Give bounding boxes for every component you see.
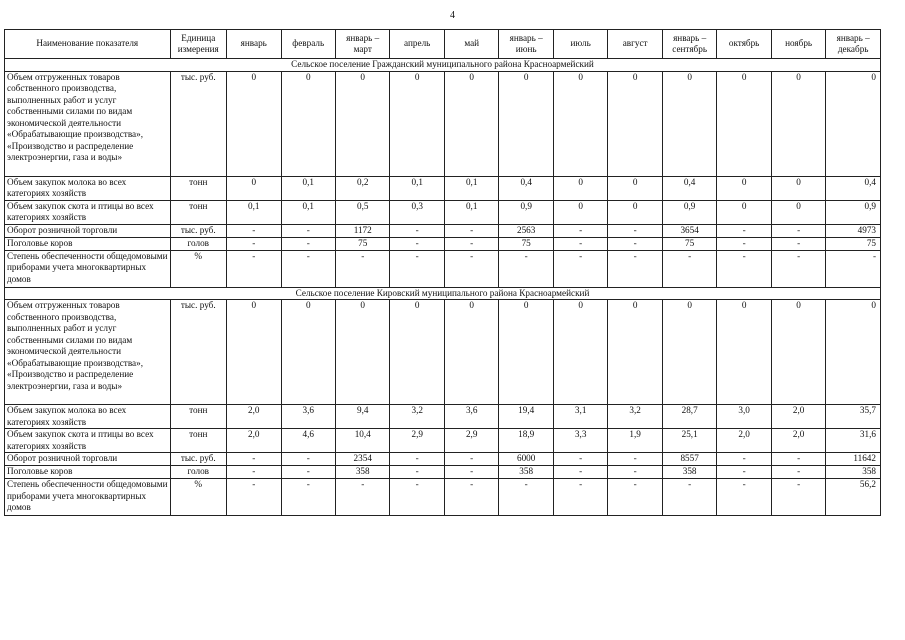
- value-cell: 56,2: [826, 479, 881, 516]
- value-cell: -: [771, 250, 825, 287]
- value-cell: -: [227, 237, 281, 250]
- value-cell: -: [281, 250, 335, 287]
- value-cell: 0: [771, 200, 825, 224]
- value-cell: -: [771, 237, 825, 250]
- value-cell: 18,9: [499, 429, 553, 453]
- value-cell: 0,1: [444, 200, 498, 224]
- value-cell: -: [608, 466, 662, 479]
- value-cell: -: [444, 479, 498, 516]
- value-cell: -: [662, 250, 716, 287]
- value-cell: 2354: [335, 453, 389, 466]
- value-cell: -: [227, 224, 281, 237]
- unit-cell: голов: [170, 466, 227, 479]
- header-month: январь – июнь: [499, 30, 553, 59]
- value-cell: 4,6: [281, 429, 335, 453]
- value-cell: -: [281, 453, 335, 466]
- unit-cell: тонн: [170, 405, 227, 429]
- table-row: [5, 176, 881, 200]
- value-cell: -: [717, 453, 771, 466]
- value-cell: -: [717, 466, 771, 479]
- value-cell: 31,6: [826, 429, 881, 453]
- header-unit: Единица измерения: [170, 30, 227, 59]
- value-cell: 0: [553, 71, 607, 176]
- value-cell: 0: [608, 176, 662, 200]
- value-cell: 0: [553, 176, 607, 200]
- value-cell: 1,9: [608, 429, 662, 453]
- value-cell: 0: [717, 200, 771, 224]
- value-cell: 0: [826, 300, 881, 405]
- indicator-name: Степень обеспеченности общедомовыми приборами учета многоквартирных домов: [5, 250, 171, 287]
- value-cell: -: [390, 237, 444, 250]
- value-cell: 9,4: [335, 405, 389, 429]
- unit-cell: голов: [170, 237, 227, 250]
- value-cell: 0: [281, 71, 335, 176]
- value-cell: -: [553, 224, 607, 237]
- value-cell: 0: [771, 71, 825, 176]
- value-cell: 0: [771, 300, 825, 405]
- value-cell: 0: [335, 71, 389, 176]
- header-month: январь – декабрь: [826, 30, 881, 59]
- value-cell: -: [390, 466, 444, 479]
- value-cell: -: [227, 466, 281, 479]
- value-cell: 75: [335, 237, 389, 250]
- indicator-name: Объем закупок скота и птицы во всех категориях хозяйств: [5, 429, 171, 453]
- section-title: Сельское поселение Гражданский муниципального района Красноармейский: [5, 59, 881, 72]
- indicators-table: [4, 29, 881, 516]
- indicator-name: Поголовье коров: [5, 466, 171, 479]
- value-cell: 2,0: [227, 405, 281, 429]
- value-cell: -: [717, 224, 771, 237]
- value-cell: 0: [662, 71, 716, 176]
- value-cell: 0: [717, 71, 771, 176]
- value-cell: -: [662, 479, 716, 516]
- value-cell: 358: [826, 466, 881, 479]
- indicator-name: Объем отгруженных товаров собственного производства, выполненных работ и услуг собственными силами по видам экономической деятельности «Обрабатывающие производства», «Производство и распределение электроэнергии, газа и воды»: [5, 300, 171, 405]
- value-cell: 8557: [662, 453, 716, 466]
- value-cell: 3,1: [553, 405, 607, 429]
- value-cell: -: [281, 479, 335, 516]
- unit-cell: %: [170, 250, 227, 287]
- value-cell: -: [499, 250, 553, 287]
- value-cell: -: [771, 453, 825, 466]
- value-cell: -: [608, 453, 662, 466]
- indicator-name: Объем закупок молока во всех категориях хозяйств: [5, 176, 171, 200]
- value-cell: -: [335, 479, 389, 516]
- value-cell: -: [281, 237, 335, 250]
- value-cell: 19,4: [499, 405, 553, 429]
- value-cell: 25,1: [662, 429, 716, 453]
- table-body: [5, 59, 881, 516]
- value-cell: -: [444, 224, 498, 237]
- indicator-name: Степень обеспеченности общедомовыми приборами учета многоквартирных домов: [5, 479, 171, 516]
- table-row: [5, 405, 881, 429]
- value-cell: -: [608, 237, 662, 250]
- value-cell: 75: [826, 237, 881, 250]
- value-cell: 0,1: [390, 176, 444, 200]
- value-cell: 11642: [826, 453, 881, 466]
- indicator-name: Объем отгруженных товаров собственного производства, выполненных работ и услуг собственными силами по видам экономической деятельности «Обрабатывающие производства», «Производство и распределение электроэнергии, газа и воды»: [5, 71, 171, 176]
- value-cell: 0,1: [444, 176, 498, 200]
- header-row: [5, 30, 881, 59]
- value-cell: 2,0: [717, 429, 771, 453]
- value-cell: -: [499, 479, 553, 516]
- header-month: октябрь: [717, 30, 771, 59]
- header-month: ноябрь: [771, 30, 825, 59]
- value-cell: -: [771, 479, 825, 516]
- value-cell: 3,6: [444, 405, 498, 429]
- unit-cell: тыс. руб.: [170, 453, 227, 466]
- value-cell: 3,3: [553, 429, 607, 453]
- value-cell: 2,9: [390, 429, 444, 453]
- value-cell: 0,5: [335, 200, 389, 224]
- value-cell: 0: [717, 300, 771, 405]
- value-cell: 358: [662, 466, 716, 479]
- header-month: февраль: [281, 30, 335, 59]
- section-header-row: [5, 59, 881, 72]
- value-cell: 0,1: [227, 200, 281, 224]
- value-cell: 0,9: [499, 200, 553, 224]
- value-cell: 0: [826, 71, 881, 176]
- indicator-name: Оборот розничной торговли: [5, 453, 171, 466]
- header-name: Наименование показателя: [5, 30, 171, 59]
- value-cell: -: [608, 250, 662, 287]
- value-cell: 0: [444, 300, 498, 405]
- value-cell: 0,4: [499, 176, 553, 200]
- table-row: [5, 71, 881, 176]
- indicator-name: Объем закупок молока во всех категориях хозяйств: [5, 405, 171, 429]
- value-cell: 2563: [499, 224, 553, 237]
- value-cell: -: [553, 250, 607, 287]
- value-cell: 0: [553, 300, 607, 405]
- value-cell: 0: [608, 300, 662, 405]
- value-cell: 0: [608, 200, 662, 224]
- value-cell: -: [771, 224, 825, 237]
- value-cell: 0,4: [826, 176, 881, 200]
- value-cell: -: [826, 250, 881, 287]
- value-cell: 3,6: [281, 405, 335, 429]
- value-cell: 0: [390, 300, 444, 405]
- value-cell: -: [553, 453, 607, 466]
- value-cell: 0: [717, 176, 771, 200]
- value-cell: 0: [771, 176, 825, 200]
- value-cell: -: [281, 466, 335, 479]
- header-month: июль: [553, 30, 607, 59]
- indicator-name: Поголовье коров: [5, 237, 171, 250]
- value-cell: -: [444, 466, 498, 479]
- header-month: август: [608, 30, 662, 59]
- unit-cell: тонн: [170, 429, 227, 453]
- value-cell: -: [717, 250, 771, 287]
- table-row: [5, 453, 881, 466]
- value-cell: -: [227, 250, 281, 287]
- value-cell: 0,4: [662, 176, 716, 200]
- value-cell: 0,3: [390, 200, 444, 224]
- value-cell: -: [553, 237, 607, 250]
- table-row: [5, 237, 881, 250]
- value-cell: 0: [553, 200, 607, 224]
- value-cell: 75: [499, 237, 553, 250]
- header-month: апрель: [390, 30, 444, 59]
- table-row: [5, 250, 881, 287]
- value-cell: 358: [499, 466, 553, 479]
- value-cell: 0: [390, 71, 444, 176]
- value-cell: 28,7: [662, 405, 716, 429]
- table-row: [5, 479, 881, 516]
- value-cell: 0,2: [335, 176, 389, 200]
- value-cell: -: [553, 479, 607, 516]
- value-cell: 35,7: [826, 405, 881, 429]
- value-cell: 3,0: [717, 405, 771, 429]
- value-cell: -: [390, 250, 444, 287]
- value-cell: 0: [499, 300, 553, 405]
- value-cell: -: [390, 479, 444, 516]
- value-cell: 0: [281, 300, 335, 405]
- value-cell: -: [281, 224, 335, 237]
- value-cell: 0: [227, 300, 281, 405]
- value-cell: 10,4: [335, 429, 389, 453]
- value-cell: 0: [335, 300, 389, 405]
- value-cell: 0: [608, 71, 662, 176]
- value-cell: 3,2: [608, 405, 662, 429]
- table-row: [5, 466, 881, 479]
- indicator-name: Оборот розничной торговли: [5, 224, 171, 237]
- value-cell: -: [444, 237, 498, 250]
- value-cell: -: [227, 479, 281, 516]
- value-cell: -: [390, 224, 444, 237]
- value-cell: 3,2: [390, 405, 444, 429]
- unit-cell: %: [170, 479, 227, 516]
- header-month: январь – сентябрь: [662, 30, 716, 59]
- value-cell: -: [553, 466, 607, 479]
- value-cell: 0: [227, 176, 281, 200]
- value-cell: 6000: [499, 453, 553, 466]
- value-cell: -: [444, 250, 498, 287]
- page-number: 4: [450, 10, 455, 21]
- unit-cell: тыс. руб.: [170, 300, 227, 405]
- value-cell: -: [608, 479, 662, 516]
- value-cell: -: [771, 466, 825, 479]
- value-cell: 0: [662, 300, 716, 405]
- table-row: [5, 200, 881, 224]
- value-cell: -: [227, 453, 281, 466]
- value-cell: -: [444, 453, 498, 466]
- header-month: январь – март: [335, 30, 389, 59]
- value-cell: -: [335, 250, 389, 287]
- unit-cell: тонн: [170, 176, 227, 200]
- section-title: Сельское поселение Кировский муниципального района Красноармейский: [5, 287, 881, 300]
- value-cell: 0: [227, 71, 281, 176]
- value-cell: 3654: [662, 224, 716, 237]
- value-cell: 2,0: [771, 429, 825, 453]
- value-cell: 0: [444, 71, 498, 176]
- value-cell: 4973: [826, 224, 881, 237]
- section-header-row: [5, 287, 881, 300]
- value-cell: 2,0: [227, 429, 281, 453]
- indicator-name: Объем закупок скота и птицы во всех категориях хозяйств: [5, 200, 171, 224]
- value-cell: 2,9: [444, 429, 498, 453]
- value-cell: 2,0: [771, 405, 825, 429]
- value-cell: 0,9: [662, 200, 716, 224]
- header-month: январь: [227, 30, 281, 59]
- table-row: [5, 224, 881, 237]
- unit-cell: тонн: [170, 200, 227, 224]
- value-cell: 0,1: [281, 176, 335, 200]
- table-row: [5, 300, 881, 405]
- value-cell: -: [717, 237, 771, 250]
- value-cell: 0,9: [826, 200, 881, 224]
- value-cell: -: [717, 479, 771, 516]
- unit-cell: тыс. руб.: [170, 71, 227, 176]
- value-cell: -: [390, 453, 444, 466]
- value-cell: 0,1: [281, 200, 335, 224]
- value-cell: 1172: [335, 224, 389, 237]
- unit-cell: тыс. руб.: [170, 224, 227, 237]
- value-cell: 75: [662, 237, 716, 250]
- value-cell: -: [608, 224, 662, 237]
- value-cell: 0: [499, 71, 553, 176]
- value-cell: 358: [335, 466, 389, 479]
- table-row: [5, 429, 881, 453]
- header-month: май: [444, 30, 498, 59]
